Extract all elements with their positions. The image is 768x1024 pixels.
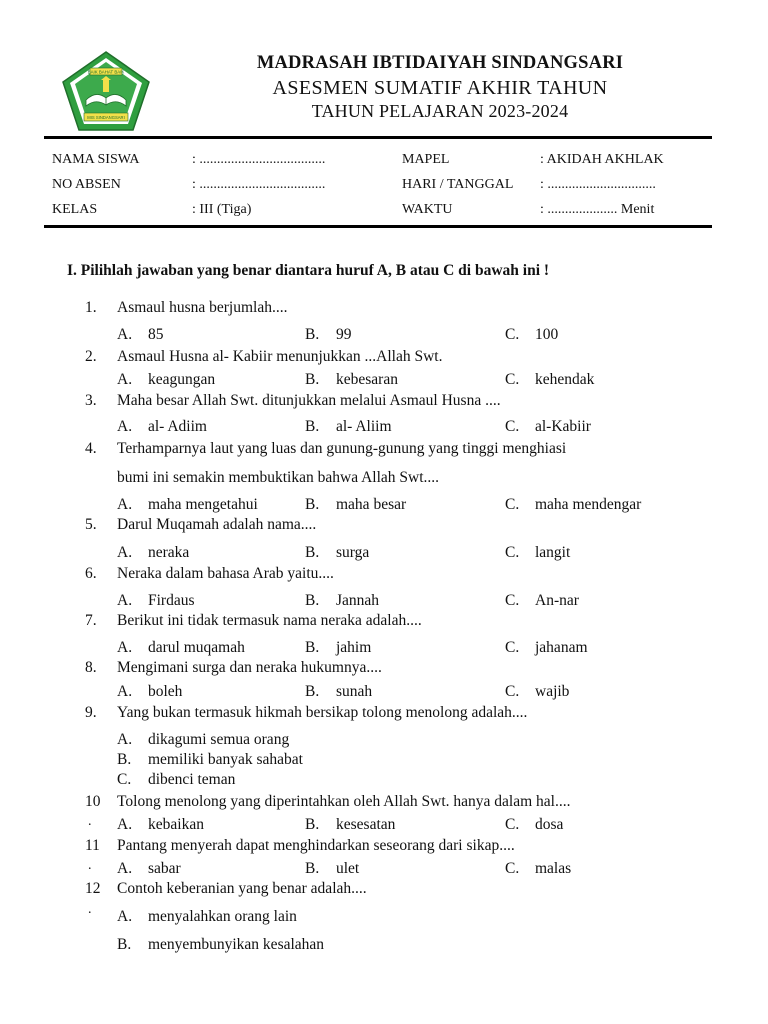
logo-bottom-text: MIS SINDANGSARI [87,115,125,120]
option-text[interactable]: kehendak [535,371,595,388]
option-text[interactable]: maha mendengar [535,496,642,513]
option-text[interactable]: al-Kabiir [535,418,591,435]
option-letter: A. [117,731,133,748]
question-number: 5. [85,516,97,533]
option-letter: A. [117,592,133,609]
option-text[interactable]: neraka [148,544,190,561]
info-value-mapel: : AKIDAH AKHLAK [540,152,664,167]
option-letter: B. [305,496,320,513]
option-text[interactable]: al- Adiim [148,418,207,435]
info-label-mapel: MAPEL [402,152,450,167]
info-value-date[interactable]: : ............................... [540,177,656,192]
question-number: 6. [85,565,97,582]
question-text-cont: bumi ini semakin membuktikan bahwa Allah Swt.... [117,469,440,486]
exam-title: ASESMEN SUMATIF AKHIR TAHUN [272,77,608,99]
question-number: 2. [85,348,97,365]
question-number: 3. [85,392,97,409]
option-letter: C. [505,496,520,513]
option-letter: B. [117,751,132,768]
option-text[interactable]: maha mengetahui [148,496,258,513]
question-number: 4. [85,440,97,457]
option-letter: B. [305,371,320,388]
option-letter: A. [117,816,133,833]
continuation-dot: . [88,858,92,873]
option-letter: A. [117,418,133,435]
question-text: Maha besar Allah Swt. ditunjukkan melalui Asmaul Husna .... [117,392,501,409]
question-number: 12 [85,880,101,897]
option-text[interactable]: Firdaus [148,592,195,609]
question-text: Tolong menolong yang diperintahkan oleh Allah Swt. hanya dalam hal.... [117,793,571,810]
option-text[interactable]: jahim [336,639,372,656]
option-text[interactable]: kebaikan [148,816,204,833]
info-value-name[interactable]: : .................................... [192,152,326,167]
question-number: 11 [85,837,100,854]
info-value-time[interactable]: : .................... Menit [540,202,655,217]
info-label-time: WAKTU [402,202,453,217]
option-text[interactable]: dibenci teman [148,771,236,788]
option-text[interactable]: sabar [148,860,181,877]
info-value-kelas: : III (Tiga) [192,202,252,217]
info-label-absen: NO ABSEN [52,177,121,192]
option-letter: A. [117,496,133,513]
option-letter: C. [505,418,520,435]
option-letter: A. [117,908,133,925]
question-number: 8. [85,659,97,676]
option-letter: B. [305,592,320,609]
option-text[interactable]: dikagumi semua orang [148,731,290,748]
option-text[interactable]: kesesatan [336,816,396,833]
option-text[interactable]: An-nar [535,592,579,609]
option-text[interactable]: boleh [148,683,183,700]
header-divider-bottom [44,225,712,228]
question-text: Asmaul husna berjumlah.... [117,299,288,316]
question-text: Pantang menyerah dapat menghindarkan seseorang dari sikap.... [117,837,515,854]
option-letter: B. [305,683,320,700]
question-text: Berikut ini tidak termasuk nama neraka adalah.... [117,612,422,629]
option-text[interactable]: 99 [336,326,352,343]
option-letter: B. [305,816,320,833]
option-letter: C. [505,544,520,561]
option-text[interactable]: jahanam [535,639,588,656]
option-letter: C. [505,860,520,877]
option-letter: A. [117,326,133,343]
question-text: Mengimani surga dan neraka hukumnya.... [117,659,382,676]
option-text[interactable]: dosa [535,816,564,833]
option-letter: A. [117,544,133,561]
info-label-date: HARI / TANGGAL [402,177,514,192]
option-letter: B. [305,544,320,561]
continuation-dot: . [88,814,92,829]
option-letter: B. [305,326,320,343]
option-text[interactable]: darul muqamah [148,639,245,656]
option-text[interactable]: kebesaran [336,371,398,388]
option-letter: B. [305,418,320,435]
question-text: Neraka dalam bahasa Arab yaitu.... [117,565,334,582]
option-text[interactable]: surga [336,544,370,561]
option-letter: B. [305,639,320,656]
option-text[interactable]: ulet [336,860,360,877]
option-text[interactable]: sunah [336,683,373,700]
option-text[interactable]: wajib [535,683,570,700]
question-number: 1. [85,299,97,316]
option-letter: A. [117,683,133,700]
option-letter: C. [117,771,132,788]
option-letter: A. [117,860,133,877]
option-letter: A. [117,371,133,388]
option-text[interactable]: 100 [535,326,559,343]
option-text[interactable]: memiliki banyak sahabat [148,751,303,768]
option-text[interactable]: 85 [148,326,164,343]
option-letter: C. [505,371,520,388]
academic-year: TAHUN PELAJARAN 2023-2024 [311,101,569,121]
question-number: 10 [85,793,101,810]
question-text: Asmaul Husna al- Kabiir menunjukkan ...Allah Swt. [117,348,443,365]
question-number: 7. [85,612,97,629]
option-text[interactable]: langit [535,544,571,561]
question-text: Darul Muqamah adalah nama.... [117,516,317,533]
option-text[interactable]: maha besar [336,496,407,513]
option-text[interactable]: keagungan [148,371,216,388]
question-number: 9. [85,704,97,721]
option-letter: C. [505,592,520,609]
option-letter: B. [117,936,132,953]
option-letter: B. [305,860,320,877]
school-name: MADRASAH IBTIDAIYAH SINDANGSARI [256,53,624,73]
info-label-name: NAMA SISWA [52,152,140,167]
option-text[interactable]: Jannah [336,592,380,609]
option-letter: C. [505,683,520,700]
option-text[interactable]: menyembunyikan kesalahan [148,936,325,953]
header-divider-top [44,136,712,139]
option-text[interactable]: al- Aliim [336,418,392,435]
info-label-kelas: KELAS [52,202,98,217]
question-text: Contoh keberanian yang benar adalah.... [117,880,367,897]
school-logo [60,50,152,132]
option-text[interactable]: menyalahkan orang lain [148,908,297,925]
section-instruction: I. Pilihlah jawaban yang benar diantara huruf A, B atau C di bawah ini ! [67,262,550,279]
option-letter: C. [505,639,520,656]
info-value-absen[interactable]: : .................................... [192,177,326,192]
option-text[interactable]: malas [535,860,572,877]
continuation-dot: . [88,902,92,917]
option-letter: C. [505,816,520,833]
question-text: Yang bukan termasuk hikmah bersikap tolong menolong adalah.... [117,704,528,721]
question-text: Terhamparnya laut yang luas dan gunung-gunung yang tinggi menghiasi [117,440,567,457]
option-letter: A. [117,639,133,656]
logo-top-text: BAIK BAHAT BAIK [87,69,125,75]
option-letter: C. [505,326,520,343]
